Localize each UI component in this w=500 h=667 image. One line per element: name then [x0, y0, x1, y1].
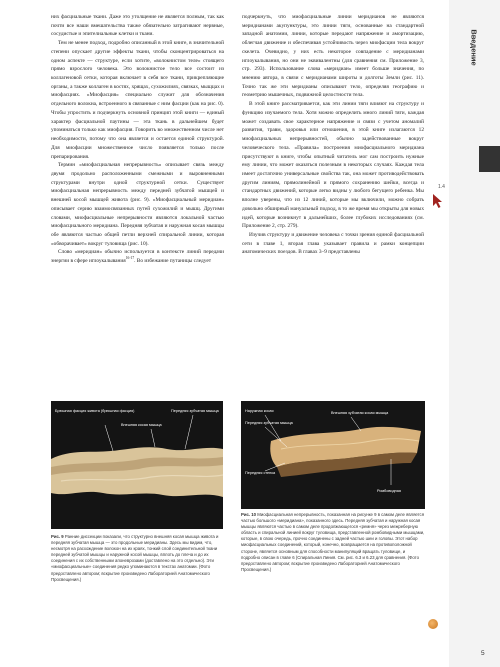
ornament-dot — [428, 619, 438, 629]
figure-caption-1 — [51, 534, 223, 583]
link-marker-label: 1.4 — [438, 184, 445, 190]
figure-callout: Наружная косая — [245, 409, 274, 413]
figure-callout: Внешняя косая мышца — [121, 423, 162, 427]
paragraph: В этой книге рассматривается, как эти линии тяги влияют на структуру и функцию изучаемого тела. Хотя можно определить много линий тяги, каждая может создавать свое характерное напряжение и связи с учетом аномалий развития, травм, здоровья или отношения, в этой книге излагаются 12 миофасциальных непрерывностей, обычно задействованные вокруг человеческого тела. «Правила» построения миофасциального меридиана присутствуют в книге, чтобы опытный читатель мог сам построить нужные ему линии, что может оказаться полезным в некоторых случаях. Каждая тела имеет достаточно универсальные свойства так, она может противодействовать другим линиям, прямолинейной и прямого сохранению шейки, всегда и стандартных движений, которые легко видны у любого бегущего ребенка. Мы вполне уверены, что из 12 линий, которые мы включили, можно собрать довольно обширный мануальный подход, в то же время мы открыты для новых идей, которые возникнут в дальнейших, более глубоких исследованиях (см. Приложение 2, стр. 279). — [242, 101, 424, 230]
figure-callout: Внешняя зубчатая косая мышца — [331, 411, 389, 415]
figure-callout: Передняя зубчатая мышца — [171, 409, 219, 413]
figure-callout: Брюшная фасция живота (брюшная фасция) — [55, 409, 135, 413]
text-column-right — [242, 13, 424, 257]
paragraph: Тем не менее подход, подробно описанный в этой книге, в значительной степени опускает другие эффекты ткани, чтобы сконцентрироваться на одном аспекте — структуре, если хотите, «волокнистом теле» стоящего прямо взрослого человека. Это волокнистое тело все состоит из коллагеновой сетки, которая включает в себя все ткани, прикрепляющие органы, а также коллаген в костях, хрящах, сухожилиях, связках, мыщцах и миофасциях. «Миофасция» специально служит для обозначения отдельного волокна, встроенного в связанные с ним фасции (как на рис. 0). Чтобы упростить и подчеркнуть основной принцип этой книги — единый характер фасциальной паутины — эта ткань в дальнейшем будет упоминаться только как миофасция. Говорить во множественном числе нет необходимости, потому что она является и остается единой структурой. Для миофасции множественное число появляется только после препарирования. — [51, 40, 224, 160]
figure-callout: Ромбовидная — [377, 489, 401, 493]
reference-superscript[interactable]: 16-17 — [125, 256, 135, 261]
paragraph: Изучив структуру и движение человека с точки зрения единой фасциальной сети в главе 1, вторая глава указывает правила и рамки концепции анатомических поездов. В главах 3–9 представлены — [242, 231, 424, 256]
caption-text: Миофасциальная непрерывность, показанная на рисунке 9 в самом деле является частью большого «меридиана», показанного здесь. Передняя зубчатая и наружная косая мышцы являются частью в самом деле продолжающегося «ремня» через межреберную область и спиральной линией вокруг туловища, представленной ромбовидными мышцами, которые, в свою очередь, прочно соединены с задней частью шеи и головы. Этот набор миофасциальных соединений, который, конечно, возвращается на противоположной стороне, является основным для способности манипуляций вращать туловище, и подробно описан в главе 6 (Спиральная Линия. См. рис. 6.3 и 6.23 для сравнения. (Фото предоставлено автором; вскрытие произведено Лабораторией Анатомического Просвещения.) — [241, 512, 425, 572]
arrow-pointer-icon[interactable] — [432, 193, 446, 209]
paragraph: Термин «миофасциальная непрерывность» описывает связь между двумя продольно расположенными смежными и выровненными структурами внутри одной структурной сетки. Существует миофасциальная непрерывность между передней зубчатой мышцей и внешней косой мышцей живота (рис. 9). «Миофасциальный меридиан» описывает серию взаимосвязанных путей сухожилий и мышц. Другими словами, миофасциальные непрерывности являются локальной частью миофасциального меридиана. Передняя зубчатая и наружная косая мышцы обе являются частью общей петли верхней спиральной линии, которая «обворачивает» вокруг туловища (рис. 10). — [51, 162, 224, 247]
caption-text: Ранние диссекции показали, что структурно внешняя косая мышца живота и передняя зубчатая мышца — это продольные меридианы. Здесь мы видим, что, несмотря на расхождение волокон на их краях, тонкий слой соединительной ткани передней зубчатой мышцы и наружной косой мышцы, вплоть до плеча и до их соединения с их собственными апоневрозами (доставлено на это отдельно). Эти «миофасциальные» соединения редко упоминаются в текстах анатомии. (Фото предоставлено автором; вскрытие произведено Лабораторией Анатомического Просвещения.) — [51, 534, 219, 582]
paragraph: них фасциальные ткани. Даже это утолщение не является полным, так как почти все наши вмешательства также обязательно затрагивают нервные, сосудистые и эпителиальные клетки и ткани. — [51, 14, 224, 38]
figure-callout: Передняя стенка — [245, 471, 276, 475]
section-tab-label: Введение — [469, 28, 479, 66]
page-number: 5 — [481, 650, 485, 657]
figure-dissection-photo-1 — [51, 401, 223, 529]
paragraph-text: . Во избежание путаницы следует — [134, 258, 212, 265]
page-side-margin — [449, 0, 500, 667]
caption-label: Рис. 10 — [241, 512, 257, 517]
figure-callout: Передняя зубчатая мышца — [245, 421, 293, 425]
caption-label: Рис. 9 — [51, 534, 64, 539]
figure-dissection-photo-2 — [241, 401, 425, 509]
chapter-marker[interactable] — [479, 146, 500, 172]
paragraph-text: Слово «меридиан» обычно используется в контексте линий передачи энергии в сфере иглоукалывания — [51, 249, 224, 265]
figure-caption-2 — [241, 512, 425, 573]
paragraph: подчеркнуть, что миофасциальные линии меридианов не являются меридианами акупунктуры, это линии тяги, основанные на стандартной западной анатомии, линии, которые передают напряжение и амортизацию, облегчая движение и обеспечивая устойчивость через миофасции тела вокруг скелета. Очевидно, у них есть некоторое совпадение с меридианами иглоукалывания, но они не эквивалентны (для сравнения см. Приложение 3, стр. 293). Использование слова «меридиан» имеет больше значения, по мнению автора, в связи с меридианами широты и долготы Земли (рис. 11). Точно так же эти меридианы описывают тело, определяя географию и геометрию мышечных, подвижной целостности тела. — [242, 14, 424, 99]
dissection-photo-1 — [51, 401, 223, 529]
paragraph — [51, 248, 224, 265]
section-tab[interactable] — [452, 14, 496, 80]
text-column-left — [51, 13, 224, 266]
